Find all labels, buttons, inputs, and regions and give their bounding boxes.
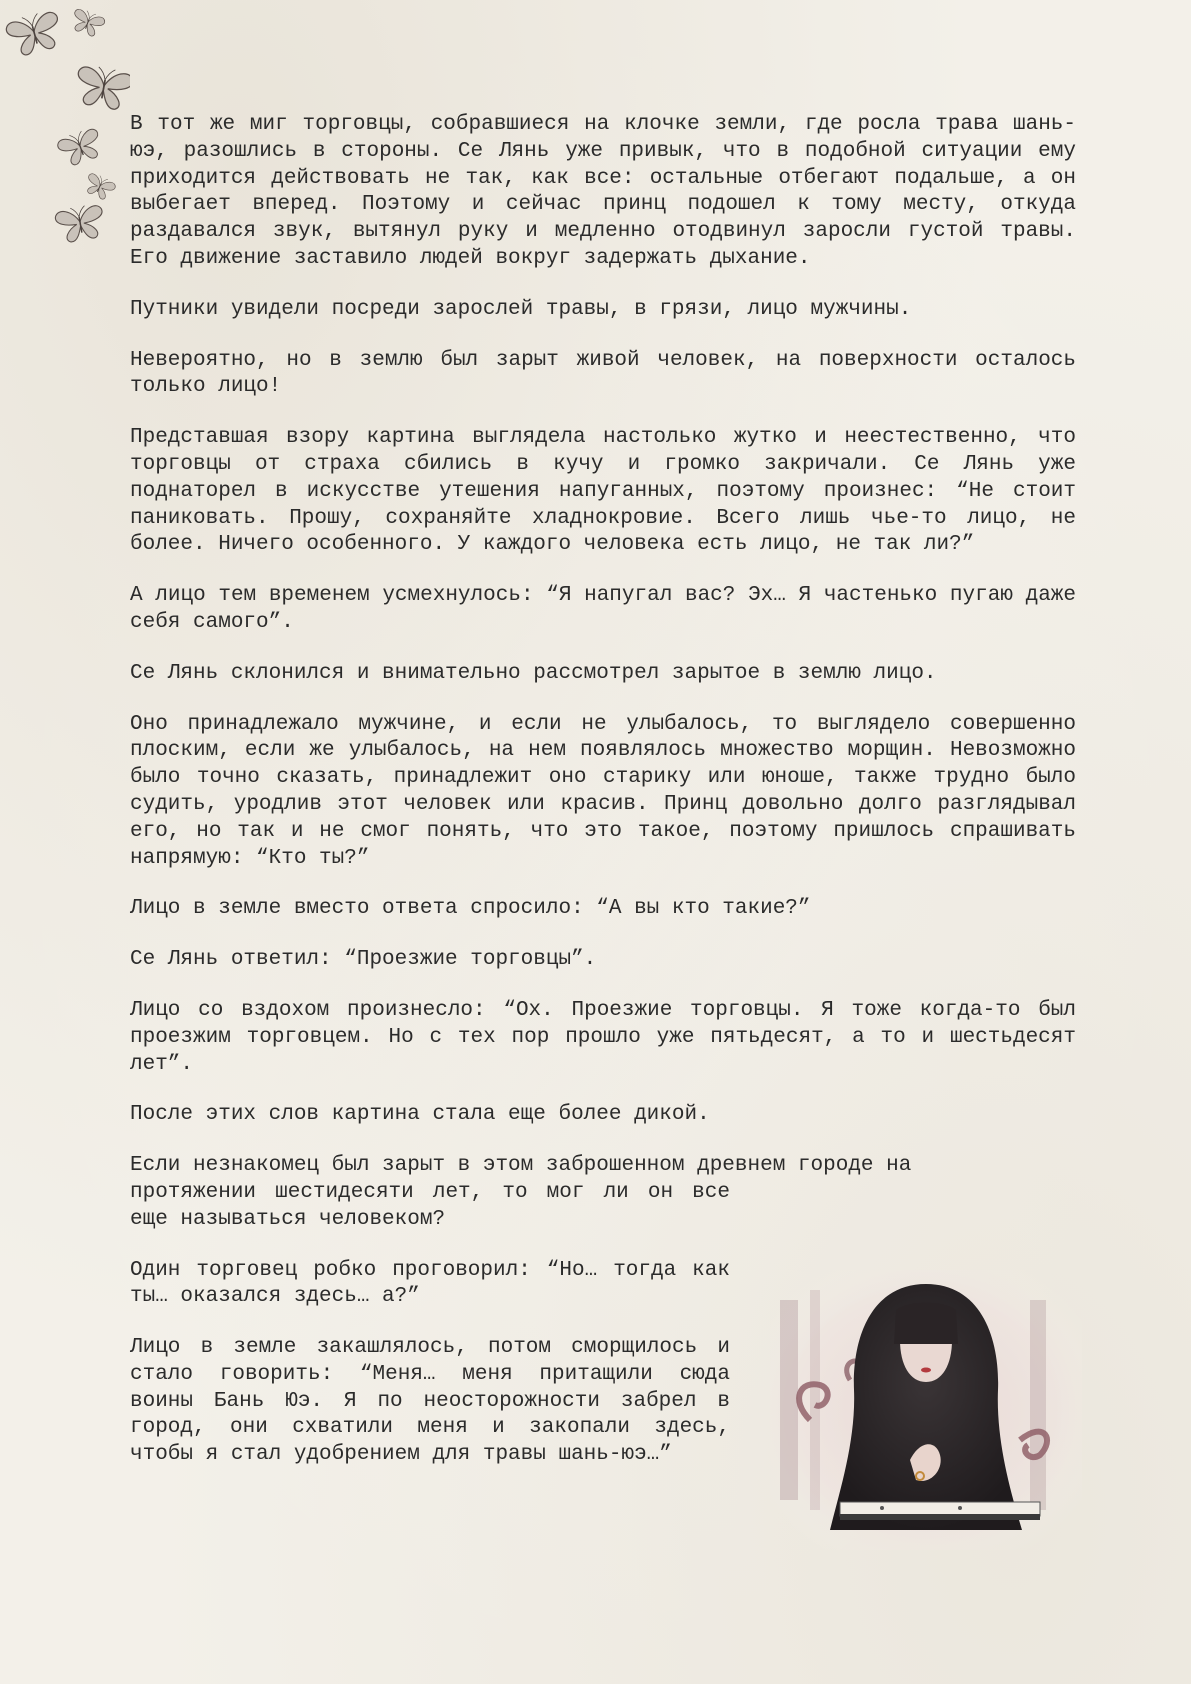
butterfly-icon bbox=[4, 9, 64, 59]
butterfly-decoration bbox=[0, 0, 130, 250]
butterfly-icon bbox=[73, 64, 130, 112]
paragraph: Лицо в земле закашлялось, потом сморщилось и стало говорить: “Меня… меня притащили сюда воины Бань Юэ. Я по неосторожности забрел в город, они схватили меня и закопали здесь, чтобы я стал удобрением для травы шань-юэ…” bbox=[130, 1336, 730, 1467]
paragraph: Лицо в земле вместо ответа спросило: “А вы кто такие?” bbox=[130, 897, 811, 921]
paragraph: Оно принадлежало мужчине, и если не улыбалось, то выглядело совершенно плоским, если же улыбалось, на нем появлялось множество морщин. Невозможно было точно сказать, принадлежит оно старику или юноше, также трудно было судить, уродлив этот человек или красив. Принц довольно долго разглядывал его, но так и не смог понять, что это такое, поэтому пришлось спрашивать напрямую: “Кто ты?” bbox=[130, 712, 1076, 870]
paragraph: Один торговец робко проговорил: “Но… тогда как ты… оказался здесь… а?” bbox=[130, 1258, 730, 1309]
butterfly-icon bbox=[69, 7, 106, 39]
paragraph: А лицо тем временем усмехнулось: “Я напугал вас? Эх… Я частенько пугаю даже себя самого”. bbox=[130, 584, 1076, 634]
paragraph: Путники увидели посреди зарослей травы, в грязи, лицо мужчины. bbox=[130, 297, 912, 321]
paragraph: Лицо со вздохом произнесло: “Ох. Проезжие торговцы. Я тоже когда-то был проезжим торговцем. Но с тех пор прошло уже пятьдесят, а то и шестьдесят лет”. bbox=[130, 998, 1076, 1076]
butterfly-icon bbox=[82, 171, 117, 202]
paragraph: Невероятно, но в землю был зарыт живой человек, на поверхности осталось только лицо! bbox=[130, 348, 1076, 399]
paragraph: Се Лянь склонился и внимательно рассмотрел зарытое в землю лицо. bbox=[130, 661, 937, 685]
paragraph-split: Если незнакомец был зарыт в этом заброшенном древнем городе на bbox=[130, 1154, 912, 1178]
illustration-hooded-figure bbox=[770, 1270, 1082, 1550]
paragraph-split-rest: протяжении шестидесяти лет, то мог ли он все еще называться человеком? bbox=[130, 1180, 730, 1231]
paragraph: В тот же миг торговцы, собравшиеся на клочке земли, где росла трава шань-юэ, разошлись в стороны. Се Лянь уже привык, что в подобной ситуации ему приходится действовать не так, как все: остальные отбегают подальше, а он выбегает вперед. Поэтому и сейчас принц подошел к тому месту, откуда раздавался звук, вытянул руку и медленно отодвинул заросли густой травы. Его движение заставило людей вокруг задержать дыхание. bbox=[130, 113, 1076, 270]
paragraph: Представшая взору картина выглядела настолько жутко и неестественно, что торговцы от страха сбились в кучу и громко закричали. Се Лянь уже поднаторел в искусстве утешения напуганных, поэтому произнес: “Не стоит паниковать. Прошу, сохраняйте хладнокровие. Всего лишь чье-то лицо, не более. Ничего особенного. У каждого человека есть лицо, не так ли?” bbox=[130, 426, 1076, 557]
paragraph: Се Лянь ответил: “Проезжие торговцы”. bbox=[130, 948, 597, 972]
butterfly-icon bbox=[54, 203, 106, 244]
butterfly-icon bbox=[56, 126, 106, 168]
paragraph: После этих слов картина стала еще более дикой. bbox=[130, 1103, 710, 1127]
